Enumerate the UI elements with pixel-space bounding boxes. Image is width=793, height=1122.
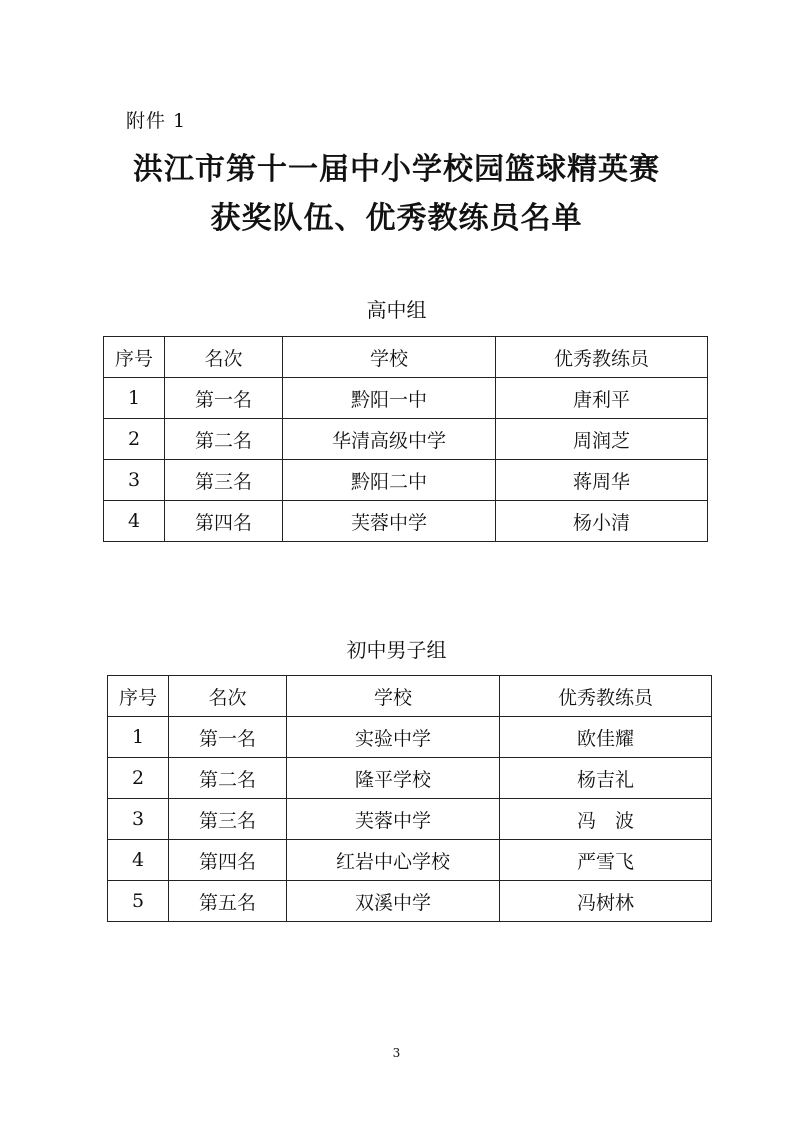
cell-rank: 第一名: [165, 378, 283, 419]
cell-seq: 2: [108, 758, 169, 799]
cell-school: 芙蓉中学: [287, 799, 500, 840]
header-school: 学校: [287, 676, 500, 717]
table-row: [104, 419, 708, 460]
cell-coach: 唐利平: [496, 378, 708, 419]
junior-boys-table: [107, 675, 712, 922]
header-rank: 名次: [169, 676, 287, 717]
cell-rank: 第四名: [165, 501, 283, 542]
cell-rank: 第三名: [165, 460, 283, 501]
header-rank: 名次: [165, 337, 283, 378]
table-row: [104, 378, 708, 419]
cell-seq: 4: [104, 501, 165, 542]
cell-coach: 冯 波: [500, 799, 712, 840]
cell-rank: 第二名: [169, 758, 287, 799]
cell-coach: 欧佳耀: [500, 717, 712, 758]
attachment-label: 附件 1: [126, 110, 187, 132]
cell-coach: 周润芝: [496, 419, 708, 460]
document-title-line1: 洪江市第十一届中小学校园篮球精英赛: [133, 152, 660, 187]
cell-coach: 严雪飞: [500, 840, 712, 881]
cell-rank: 第五名: [169, 881, 287, 922]
cell-seq: 1: [108, 717, 169, 758]
cell-rank: 第三名: [169, 799, 287, 840]
table-row: [108, 840, 712, 881]
document-title-line2: 获奖队伍、优秀教练员名单: [210, 201, 583, 236]
cell-rank: 第一名: [169, 717, 287, 758]
cell-seq: 2: [104, 419, 165, 460]
header-seq: 序号: [104, 337, 165, 378]
cell-coach: 杨小清: [496, 501, 708, 542]
cell-seq: 3: [108, 799, 169, 840]
cell-school: 华清高级中学: [283, 419, 496, 460]
cell-seq: 3: [104, 460, 165, 501]
cell-seq: 1: [104, 378, 165, 419]
cell-school: 黔阳一中: [283, 378, 496, 419]
header-seq: 序号: [108, 676, 169, 717]
table-row: [108, 799, 712, 840]
table-header-row: [108, 676, 712, 717]
cell-school: 芙蓉中学: [283, 501, 496, 542]
cell-rank: 第二名: [165, 419, 283, 460]
cell-coach: 冯树林: [500, 881, 712, 922]
cell-school: 实验中学: [287, 717, 500, 758]
cell-seq: 4: [108, 840, 169, 881]
section-title-junior-boys: 初中男子组: [346, 638, 447, 662]
table-row: [104, 460, 708, 501]
table-row: [108, 717, 712, 758]
cell-school: 隆平学校: [287, 758, 500, 799]
table-row: [108, 758, 712, 799]
high-school-table: [103, 336, 708, 542]
table-row: [104, 501, 708, 542]
header-coach: 优秀教练员: [500, 676, 712, 717]
page-number: 3: [392, 1046, 401, 1060]
header-school: 学校: [283, 337, 496, 378]
table-header-row: [104, 337, 708, 378]
cell-coach: 杨吉礼: [500, 758, 712, 799]
cell-rank: 第四名: [169, 840, 287, 881]
cell-seq: 5: [108, 881, 169, 922]
cell-school: 红岩中心学校: [287, 840, 500, 881]
cell-coach: 蒋周华: [496, 460, 708, 501]
cell-school: 双溪中学: [287, 881, 500, 922]
section-title-high-school: 高中组: [366, 298, 427, 322]
table-row: [108, 881, 712, 922]
cell-school: 黔阳二中: [283, 460, 496, 501]
header-coach: 优秀教练员: [496, 337, 708, 378]
